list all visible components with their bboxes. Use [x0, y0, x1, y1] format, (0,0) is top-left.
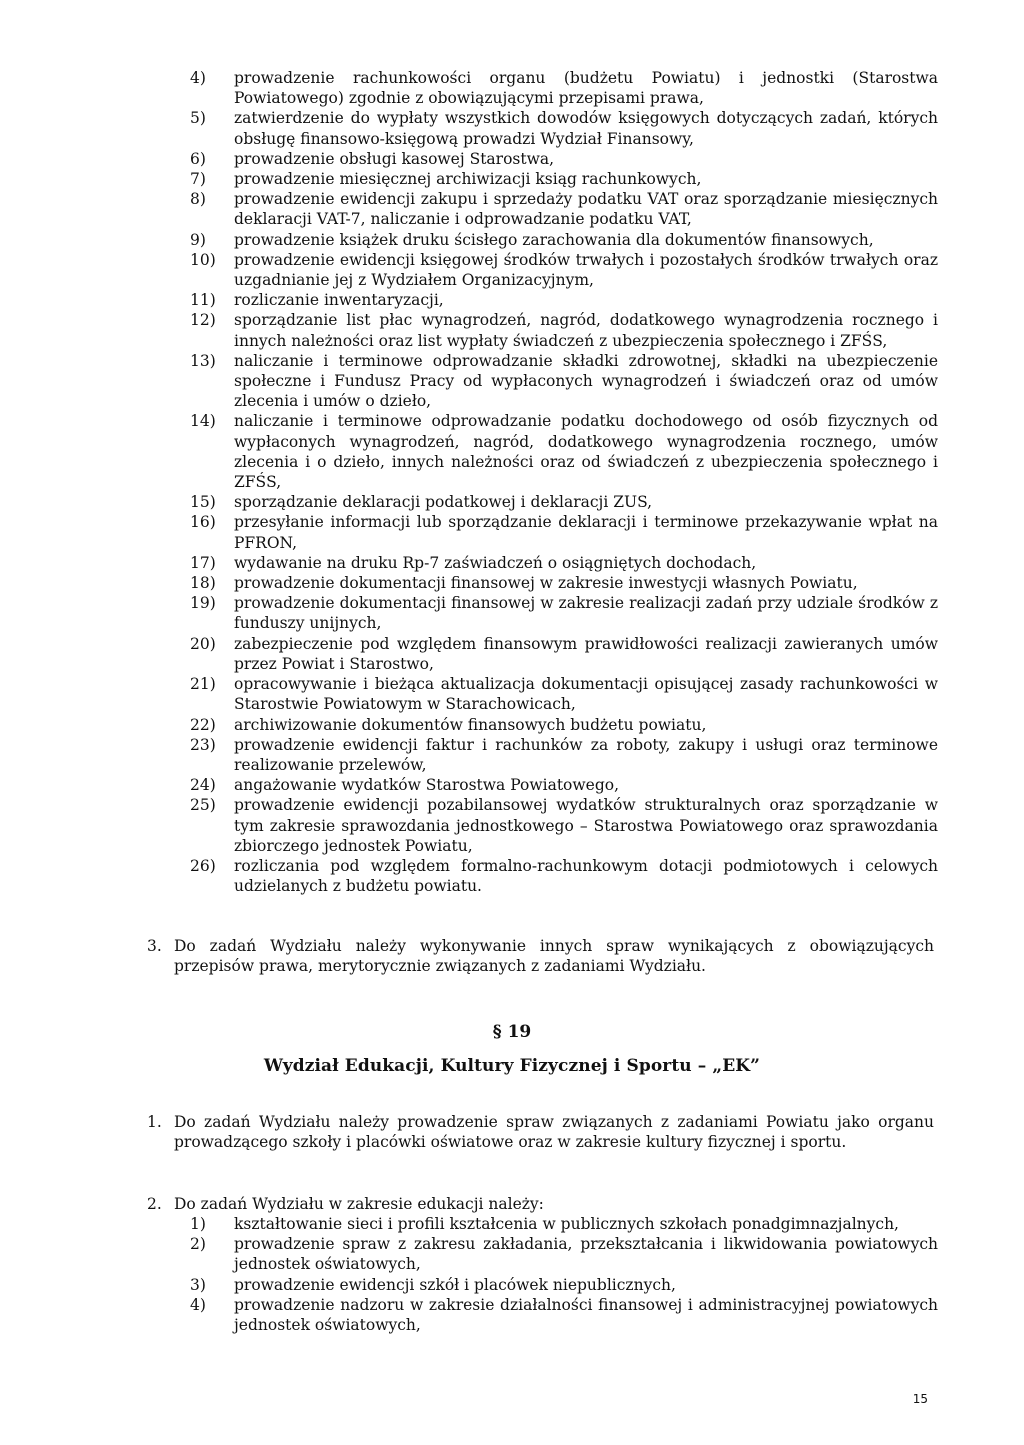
- list-item: [190, 715, 938, 735]
- list-item: [190, 856, 938, 896]
- page-number: 15: [912, 1392, 928, 1406]
- list-item: [190, 674, 938, 714]
- item-text: sporządzanie deklaracji podatkowej i deklaracji ZUS,: [234, 493, 653, 512]
- list-item: [190, 189, 938, 229]
- list-item: [190, 492, 938, 512]
- item-text: rozliczanie inwentaryzacji,: [234, 291, 444, 310]
- item-text: prowadzenie ewidencji księgowej środków trwałych i pozostałych środków trwałych oraz uzgadnianie jej z Wydziałem Organizacyjnym,: [234, 250, 938, 290]
- list-item: [190, 1234, 938, 1274]
- list-item: [190, 593, 938, 633]
- item-number: 16): [190, 513, 216, 532]
- item-text: prowadzenie dokumentacji finansowej w zakresie inwestycji własnych Powiatu,: [234, 574, 858, 593]
- item-number: 22): [190, 715, 216, 734]
- item-text: prowadzenie obsługi kasowej Starostwa,: [234, 149, 555, 168]
- item-number: 10): [190, 250, 216, 269]
- item-number: 21): [190, 675, 216, 694]
- item-text: naliczanie i terminowe odprowadzanie podatku dochodowego od osób fizycznych od wypłaconych wynagrodzeń, nagród, dodatkowego wynagrodzenia rocznego, umów zlecenia i o dzieło, innych należności oraz od świadczeń z ubezpieczenia społecznego i ZFŚS,: [234, 412, 938, 492]
- item-text: prowadzenie ewidencji szkół i placówek niepublicznych,: [234, 1275, 676, 1294]
- paragraph-text: Do zadań Wydziału należy prowadzenie spraw związanych z zadaniami Powiatu jako organu prowadzącego szkoły i placówki oświatowe oraz w zakresie kultury fizycznej i sportu.: [174, 1113, 934, 1152]
- item-text: kształtowanie sieci i profili kształcenia w publicznych szkołach ponadgimnazjalnych,: [234, 1215, 899, 1233]
- item-number: 4): [190, 1295, 206, 1314]
- item-number: 23): [190, 735, 216, 754]
- list-item: [190, 411, 938, 492]
- paragraph-2: [147, 1194, 934, 1214]
- list-item: [190, 512, 938, 552]
- paragraph-text: Do zadań Wydziału w zakresie edukacji należy:: [174, 1195, 544, 1213]
- item-text: rozliczania pod względem formalno-rachunkowym dotacji podmiotowych i celowych udzielanych z budżetu powiatu.: [234, 856, 938, 896]
- list-item: [190, 795, 938, 856]
- list-item: [190, 1295, 938, 1335]
- section-number: § 19: [492, 1022, 532, 1042]
- list-item: [190, 250, 938, 290]
- item-text: prowadzenie nadzoru w zakresie działalności finansowej i administracyjnej powiatowych jednostek oświatowych,: [234, 1295, 938, 1335]
- list-item: [190, 68, 938, 108]
- list-item: [190, 735, 938, 775]
- section-title: Wydział Edukacji, Kultury Fizycznej i Sportu – „EK”: [263, 1056, 761, 1076]
- paragraph-number: 2.: [147, 1195, 162, 1213]
- list-item: [190, 290, 938, 310]
- item-number: 8): [190, 190, 206, 209]
- paragraph-1: [147, 1112, 934, 1152]
- item-number: 18): [190, 574, 216, 593]
- item-number: 1): [190, 1215, 206, 1233]
- item-text: zabezpieczenie pod względem finansowym prawidłowości realizacji zawieranych umów przez Powiat i Starostwo,: [234, 634, 938, 673]
- list-item: [190, 553, 938, 573]
- item-number: 2): [190, 1235, 206, 1254]
- finance-tasks-list: [190, 68, 938, 896]
- item-text: prowadzenie ewidencji faktur i rachunków za roboty, zakupy i usługi oraz terminowe realizowanie przelewów,: [234, 735, 938, 774]
- item-text: prowadzenie miesięcznej archiwizacji ksiąg rachunkowych,: [234, 170, 702, 189]
- list-item: [190, 230, 938, 250]
- item-number: 7): [190, 170, 206, 189]
- list-item: [190, 634, 938, 674]
- item-number: 20): [190, 634, 216, 653]
- item-number: 14): [190, 412, 216, 431]
- list-item: [190, 573, 938, 593]
- list-item: [190, 108, 938, 148]
- item-number: 5): [190, 109, 206, 128]
- item-text: angażowanie wydatków Starostwa Powiatowego,: [234, 776, 619, 795]
- list-item: [190, 149, 938, 169]
- item-number: 6): [190, 149, 206, 168]
- item-text: zatwierdzenie do wypłaty wszystkich dowodów księgowych dotyczących zadań, których obsługę finansowo-księgową prowadzi Wydział Finansowy,: [234, 109, 938, 148]
- item-number: 3): [190, 1275, 206, 1294]
- item-number: 4): [190, 69, 206, 87]
- list-item: [190, 169, 938, 189]
- item-text: opracowywanie i bieżąca aktualizacja dokumentacji opisującej zasady rachunkowości w Starostwie Powiatowym w Starachowicach,: [234, 675, 938, 714]
- item-text: prowadzenie rachunkowości organu (budżetu Powiatu) i jednostki (Starostwa Powiatowego) zgodnie z obowiązującymi przepisami prawa,: [234, 69, 938, 108]
- item-text: prowadzenie książek druku ścisłego zarachowania dla dokumentów finansowych,: [234, 230, 874, 249]
- item-number: 13): [190, 351, 216, 370]
- list-item: [190, 351, 938, 412]
- item-text: naliczanie i terminowe odprowadzanie składki zdrowotnej, składki na ubezpieczenie społeczne i Fundusz Pracy od wypłaconych wynagrodzeń i świadczeń oraz od umów zlecenia i umów o dzieło,: [234, 351, 938, 411]
- item-text: archiwizowanie dokumentów finansowych budżetu powiatu,: [234, 715, 707, 734]
- paragraph-text: Do zadań Wydziału należy wykonywanie innych spraw wynikających z obowiązujących przepisów prawa, merytorycznie związanych z zadaniami Wydziału.: [174, 937, 934, 976]
- paragraph-3: [147, 936, 934, 976]
- item-number: 15): [190, 493, 216, 512]
- item-text: sporządzanie list płac wynagrodzeń, nagród, dodatkowego wynagrodzenia rocznego i innych należności oraz list wypłaty świadczeń z ubezpieczenia społecznego i ZFŚS,: [234, 311, 938, 350]
- item-number: 12): [190, 311, 216, 330]
- item-text: prowadzenie spraw z zakresu zakładania, przekształcania i likwidowania powiatowych jednostek oświatowych,: [234, 1235, 938, 1274]
- item-number: 19): [190, 594, 216, 613]
- list-item: [190, 310, 938, 350]
- list-item: [190, 775, 938, 795]
- item-number: 24): [190, 776, 216, 795]
- item-text: prowadzenie ewidencji zakupu i sprzedaży podatku VAT oraz sporządzanie miesięcznych deklaracji VAT-7, naliczanie i odprowadzanie podatku VAT,: [234, 190, 938, 229]
- paragraph-number: 3.: [147, 937, 162, 955]
- item-text: prowadzenie dokumentacji finansowej w zakresie realizacji zadań przy udziale środków z funduszy unijnych,: [234, 594, 938, 633]
- item-number: 11): [190, 291, 216, 310]
- item-text: przesyłanie informacji lub sporządzanie deklaracji i terminowe przekazywanie wpłat na PFRON,: [234, 513, 938, 552]
- list-item: [190, 1214, 938, 1234]
- education-tasks-list: [190, 1214, 938, 1335]
- item-text: wydawanie na druku Rp-7 zaświadczeń o osiągniętych dochodach,: [234, 553, 757, 572]
- item-number: 9): [190, 230, 206, 249]
- item-number: 17): [190, 553, 216, 572]
- paragraph-number: 1.: [147, 1113, 162, 1131]
- item-number: 25): [190, 796, 216, 815]
- list-item: [190, 1275, 938, 1295]
- item-number: 26): [190, 856, 216, 875]
- item-text: prowadzenie ewidencji pozabilansowej wydatków strukturalnych oraz sporządzanie w tym zakresie sprawozdania jednostkowego – Starostwa Powiatowego oraz sprawozdania zbiorczego jednostek Powiatu,: [234, 796, 938, 855]
